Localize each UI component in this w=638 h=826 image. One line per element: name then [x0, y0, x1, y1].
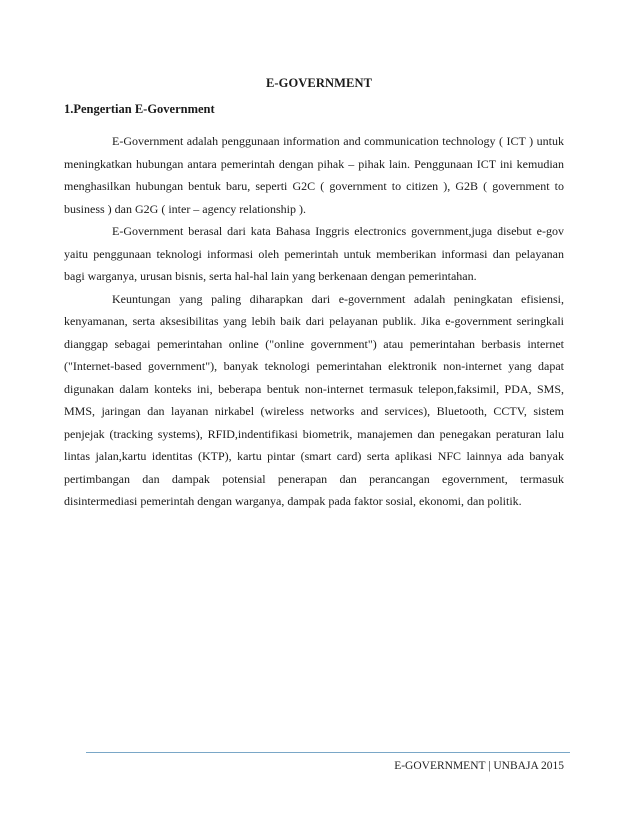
- document-body: [64, 130, 564, 513]
- document-title: E-GOVERNMENT: [265, 76, 373, 90]
- paragraph-3: Keuntungan yang paling diharapkan dari e-government adalah peningkatan efisiensi, kenyamanan, serta aksesibilitas yang lebih baik dari pelayanan publik. Jika e-government seringkali dianggap sebagai pemerintahan online ("online government") atau pemerintahan berbasis internet ("Internet-based government"), banyak teknologi pemerintahan elektronik non-internet yang dapat digunakan dalam konteks ini, beberapa bentuk non-internet termasuk telepon,faksimil, PDA, SMS, MMS, jaringan dan layanan nirkabel (wireless networks and services), Bluetooth, CCTV, sistem penjejak (tracking systems), RFID,indentifikasi biometrik, manajemen dan penegakan peraturan lalu lintas jalan,kartu identitas (KTP), kartu pintar (smart card) serta aplikasi NFC lainnya ada banyak pertimbangan dan dampak potensial penerapan dan perancangan egovernment, termasuk disintermediasi pemerintah dengan warganya, dampak pada faktor sosial, ekonomi, dan politik.: [64, 291, 564, 508]
- section-heading: 1.Pengertian E-Government: [64, 102, 215, 116]
- paragraph-2: E-Government berasal dari kata Bahasa Inggris electronics government,juga disebut e-gov yaitu penggunaan teknologi informasi oleh pemerintah untuk memberikan informasi dan pelayanan bagi warganya, urusan bisnis, serta hal-hal lain yang berkenaan dengan pemerintahan.: [64, 224, 564, 283]
- footer-divider: [86, 752, 570, 753]
- paragraph-1: E-Government adalah penggunaan information and communication technology ( ICT ) untuk meningkatkan hubungan antara pemerintah dengan pihak – pihak lain. Penggunaan ICT ini kemudian menghasilkan hubungan bentuk baru, seperti G2C ( government to citizen ), G2B ( government to business ) dan G2G ( inter – agency relationship ).: [64, 134, 564, 216]
- page-footer: E-GOVERNMENT | UNBAJA 2015: [394, 760, 564, 772]
